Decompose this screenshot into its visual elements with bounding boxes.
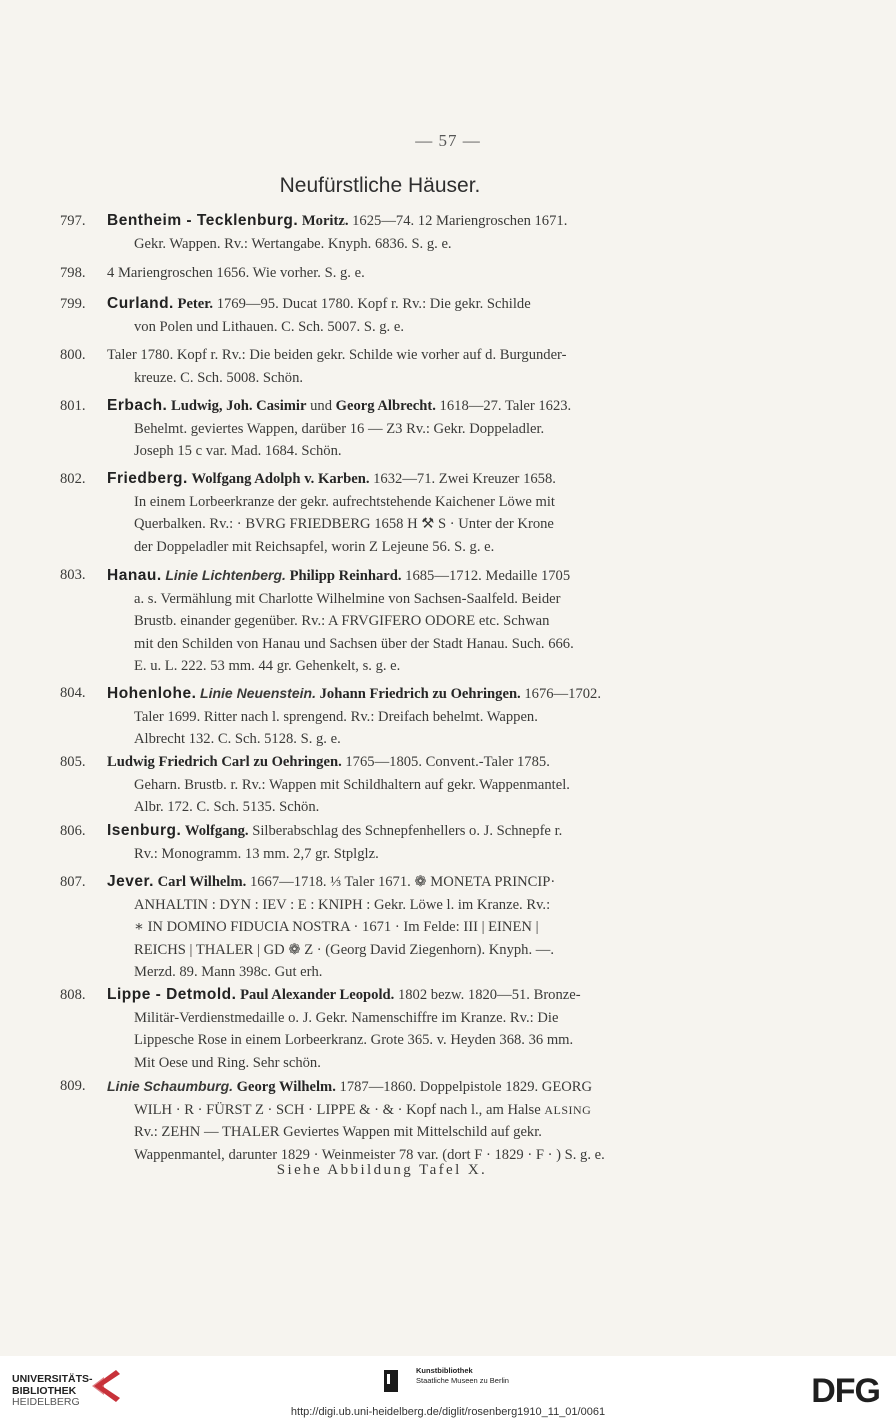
section-heading: Neufürstliche Häuser. <box>279 174 481 197</box>
house-name: Bentheim - Tecklenburg. <box>107 212 299 229</box>
house-name: Friedberg. <box>107 470 188 487</box>
entry-text: der Doppeladler mit Reichsapfel, worin Z Lejeune 56. S. g. e. <box>134 538 495 555</box>
entry-808 <box>60 984 720 1074</box>
ruler-name: Ludwig Friedrich Carl zu Oehringen. <box>107 754 342 770</box>
entry-text: 1802 bezw. 1820—51. Bronze- <box>397 987 581 1003</box>
entry-text: Brustb. einander gegenüber. Rv.: A FRVGIFERO ODORE etc. Schwan <box>134 613 550 630</box>
entry-text: Mit Oese und Ring. Sehr schön. <box>134 1054 321 1071</box>
ruler-name: Paul Alexander Leopold. <box>240 987 395 1003</box>
house-name: Jever. <box>107 873 154 890</box>
entry-802 <box>60 468 720 558</box>
entry-text: Taler 1699. Ritter nach l. sprengend. Rv.: Dreifach behelmt. Wappen. <box>134 708 538 725</box>
kb-subtitle: Staatliche Museen zu Berlin <box>416 1376 509 1385</box>
entry-text: a. s. Vermählung mit Charlotte Wilhelmine von Sachsen-Saalfeld. Beider <box>134 590 561 607</box>
entry-text: 1787—1860. Doppelpistole 1829. GEORG <box>339 1079 593 1095</box>
ruler-name: Georg Wilhelm. <box>236 1079 336 1095</box>
entry-799 <box>60 293 720 338</box>
house-name: Curland. <box>107 295 174 312</box>
ruler-name: Georg Albrecht. <box>335 398 436 414</box>
page-number: — 57 — <box>415 131 481 150</box>
entry-798 <box>60 262 720 285</box>
entry-804 <box>60 682 720 751</box>
entry-text: und <box>310 398 332 414</box>
ruler-name: Johann Friedrich zu Oehringen. <box>319 686 521 702</box>
entry-text: Albr. 172. C. Sch. 5135. Schön. <box>134 799 320 816</box>
entry-809 <box>60 1075 720 1166</box>
entry-number: 798. <box>60 265 86 281</box>
ruler-name: Peter. <box>177 296 214 312</box>
entry-number: 804. <box>60 685 86 701</box>
house-name: Hohenlohe. <box>107 685 197 702</box>
entry-text: Militär-Verdienstmedaille o. J. Gekr. Namenschiffre im Kranze. Rv.: Die <box>134 1009 559 1026</box>
entry-text: 1769—95. Ducat 1780. Kopf r. Rv.: Die gekr. Schilde <box>216 296 531 312</box>
entry-number: 805. <box>60 754 86 770</box>
kunstbibliothek-logo-icon <box>384 1370 398 1392</box>
entry-text: mit den Schilden von Hanau und Sachsen über der Stadt Hanau. Such. 666. <box>134 635 574 652</box>
footer-bar <box>0 1356 896 1420</box>
entry-text: 1618—27. Taler 1623. <box>439 398 572 414</box>
ruler-name: Philipp Reinhard. <box>289 568 402 584</box>
entry-text: Querbalken. Rv.: · BVRG FRIEDBERG 1658 H ⚒ S · Unter der Krone <box>134 516 554 533</box>
entry-text: Wappenmantel, darunter 1829 · Weinmeister 78 var. (dort F · 1829 · F · ) S. g. e. <box>134 1146 605 1163</box>
entry-number: 807. <box>60 874 86 890</box>
entry-800 <box>60 344 720 389</box>
entry-text: kreuze. C. Sch. 5008. Schön. <box>134 369 304 386</box>
entry-text: 1632—71. Zwei Kreuzer 1658. <box>373 471 556 487</box>
entry-806 <box>60 820 720 865</box>
entry-text: Rv.: Monogramm. 13 mm. 2,7 gr. Stplglz. <box>134 845 379 862</box>
entry-text: ∗ IN DOMINO FIDUCIA NOSTRA · 1671 · Im Felde: III | EINEN | <box>134 919 539 936</box>
ruler-name: Carl Wilhelm. <box>157 874 247 890</box>
entry-text: 1765—1805. Convent.-Taler 1785. <box>345 754 550 770</box>
line-name: Linie Lichtenberg. <box>165 567 286 583</box>
entry-text: 1685—1712. Medaille 1705 <box>405 568 571 584</box>
university-library-name <box>12 1374 93 1409</box>
entry-text: ANHALTIN : DYN : IEV : E : KNIPH : Gekr. Löwe l. im Kranze. Rv.: <box>134 896 551 913</box>
line-name: Linie Neuenstein. <box>200 685 316 701</box>
entry-text: Albrecht 132. C. Sch. 5128. S. g. e. <box>134 731 341 748</box>
university-logo-icon <box>90 1366 124 1406</box>
ruler-name: Wolfgang Adolph v. Karben. <box>191 471 370 487</box>
entry-number: 797. <box>60 213 86 229</box>
entry-text: Joseph 15 c var. Mad. 1684. Schön. <box>134 443 342 460</box>
line-name: Linie Schaumburg. <box>107 1078 234 1094</box>
entry-text: WILH · R · FÜRST Z · SCH · LIPPE & · & · Kopf nach l., am Halse <box>134 1101 541 1118</box>
entry-text: Lippesche Rose in einem Lorbeerkranz. Grote 365. v. Heyden 368. 36 mm. <box>134 1032 574 1049</box>
entry-text: REICHS | THALER | GD ❁ Z · (Georg David Ziegenhorn). Knyph. —. <box>134 941 555 958</box>
entry-number: 802. <box>60 471 86 487</box>
entry-text: E. u. L. 222. 53 mm. 44 gr. Gehenkelt, s. g. e. <box>134 658 401 675</box>
entry-797 <box>60 210 720 255</box>
house-name: Lippe - Detmold. <box>107 986 237 1003</box>
house-name: Hanau. <box>107 567 162 584</box>
entry-text: 1667—1718. ⅓ Taler 1671. ❁ MONETA PRINCIP· <box>249 874 556 890</box>
entry-805 <box>60 751 720 819</box>
entry-number: 801. <box>60 398 86 414</box>
kb-title: Kunstbibliothek <box>416 1366 473 1375</box>
entry-text: Merzd. 89. Mann 398c. Gut erh. <box>134 964 323 981</box>
entry-803 <box>60 564 720 678</box>
entry-text: Behelmt. geviertes Wappen, darüber 16 — Z3 Rv.: Gekr. Doppeladler. <box>134 420 545 437</box>
entry-text: von Polen und Lithauen. C. Sch. 5007. S. g. e. <box>134 318 404 335</box>
entry-text: 1625—74. 12 Mariengroschen 1671. <box>352 213 568 229</box>
house-name: Erbach. <box>107 397 168 414</box>
entry-number: 809. <box>60 1078 86 1094</box>
entry-text: 4 Mariengroschen 1656. Wie vorher. S. g. e. <box>107 265 365 281</box>
dfg-logo: DFG <box>811 1372 880 1410</box>
entry-number: 800. <box>60 347 86 363</box>
entry-801 <box>60 395 720 463</box>
ruler-name: Wolfgang. <box>184 823 249 839</box>
house-name: Isenburg. <box>107 822 182 839</box>
entry-number: 803. <box>60 567 86 583</box>
entry-text: 1676—1702. <box>524 686 601 702</box>
entry-text: Geharn. Brustb. r. Rv.: Wappen mit Schildhaltern auf gekr. Wappenmantel. <box>134 776 570 793</box>
entry-number: 806. <box>60 823 86 839</box>
entry-807 <box>60 871 720 984</box>
uni-line: HEIDELBERG <box>12 1396 80 1408</box>
uni-line: BIBLIOTHEK <box>12 1384 77 1397</box>
entry-number: 799. <box>60 296 86 312</box>
entry-text: Gekr. Wappen. Rv.: Wertangabe. Knyph. 6836. S. g. e. <box>134 235 452 252</box>
source-url-link[interactable]: http://digi.ub.uni-heidelberg.de/diglit/rosenberg1910_11_01/0061 <box>290 1406 606 1418</box>
entry-text: Rv.: ZEHN — THALER Geviertes Wappen mit Mittelschild auf gekr. <box>134 1124 542 1141</box>
entry-number: 808. <box>60 987 86 1003</box>
figure-reference: Siehe Abbildung Tafel X. <box>276 1162 488 1178</box>
kunstbibliothek-label <box>416 1366 509 1386</box>
small-caps-text: ALSING <box>544 1102 592 1117</box>
entry-text: Silberabschlag des Schnepfenhellers o. J. Schnepfe r. <box>252 823 563 839</box>
entry-text: Taler 1780. Kopf r. Rv.: Die beiden gekr. Schilde wie vorher auf d. Burgunder- <box>107 347 567 363</box>
uni-line: UNIVERSITÄTS- <box>12 1373 93 1385</box>
ruler-name: Ludwig, Joh. Casimir <box>171 398 307 414</box>
ruler-name: Moritz. <box>301 213 349 229</box>
entry-text: In einem Lorbeerkranze der gekr. aufrechtstehende Kaichener Löwe mit <box>134 493 555 510</box>
